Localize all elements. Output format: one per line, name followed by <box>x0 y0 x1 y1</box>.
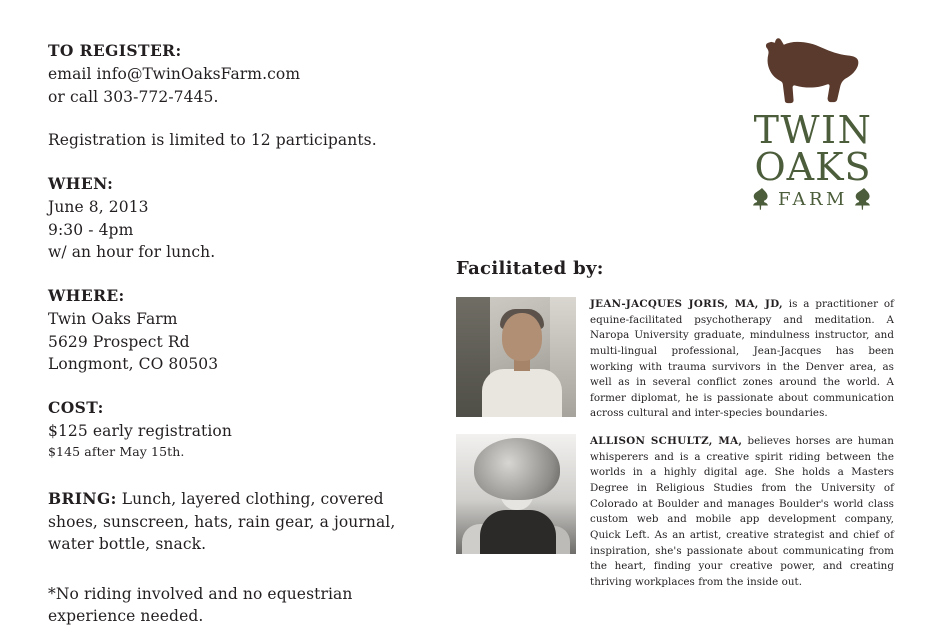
facilitator-name: JEAN-JACQUES JORIS, MA, JD, <box>590 298 783 310</box>
facilitator-bio <box>590 297 894 422</box>
cost-early: $125 early registration <box>48 422 232 441</box>
photo-allison-schultz <box>456 434 576 554</box>
when-time: 9:30 - 4pm <box>48 220 134 239</box>
bring-header: BRING: <box>48 489 117 509</box>
bring-block <box>48 488 438 555</box>
tree-icon <box>753 188 771 210</box>
when-date: June 8, 2013 <box>48 198 149 217</box>
facilitator-row <box>456 434 894 590</box>
facilitator-name: ALLISON SCHULTZ, MA, <box>590 435 743 448</box>
horse-silhouette-icon <box>738 36 888 106</box>
left-info-column <box>48 40 438 643</box>
facilitator-row <box>456 297 894 422</box>
logo-text-twin: TWIN <box>753 108 873 152</box>
twin-oaks-farm-logo <box>738 36 888 210</box>
where-venue: Twin Oaks Farm <box>48 310 178 329</box>
disclaimer-block <box>48 583 438 628</box>
facilitated-by-title: Facilitated by: <box>456 258 604 279</box>
bring-items: Lunch, layered clothing, covered shoes, sunscreen, hats, rain gear, a journal, water bottle, snack. <box>48 490 396 554</box>
facilitator-bio <box>590 434 894 590</box>
cost-block <box>48 397 438 462</box>
logo-text-farm: FARM <box>778 188 848 210</box>
bring-paragraph <box>48 488 438 555</box>
register-block <box>48 40 438 108</box>
disclaimer-text: *No riding involved and no equestrian experience needed. <box>48 584 353 626</box>
facilitators-column <box>456 258 894 603</box>
participant-limit-note: Registration is limited to 12 participants. <box>48 131 377 150</box>
facilitator-bio-text: believes horses are human whisperers and is a creative spirit riding between the worlds in a highly digital age. She holds a Masters Degree in Religious Studies from the University of Colorado at Boulder and manages Boulder's world class custom web and mobile app development company, Quick Left. As an artist, creative strategist and chief of inspiration, she's passionate about communicating from the heart, finding your creative power, and creating thriving workplaces from the inside out. <box>590 435 894 588</box>
cost-header: COST: <box>48 397 104 417</box>
where-street: 5629 Prospect Rd <box>48 332 190 351</box>
where-block <box>48 285 438 376</box>
tree-icon <box>855 188 873 210</box>
where-city: Longmont, CO 80503 <box>48 355 219 374</box>
photo-jean-jacques-joris <box>456 297 576 417</box>
register-phone-line: or call 303-772-7445. <box>48 87 219 106</box>
logo-farm-row <box>738 188 888 210</box>
when-block <box>48 173 438 264</box>
participant-limit-block <box>48 129 438 151</box>
logo-text-oaks: OAKS <box>754 145 872 190</box>
where-header: WHERE: <box>48 285 125 305</box>
facilitator-bio-text: is a practitioner of equine-facilitated psychotherapy and meditation. A Naropa University graduate, mindulness instructor, and multi-lingual professional, Jean-Jacques has been working with trauma survivors in the Denver area, as well as in several conflict zones around the world. A former diplomat, he is passionate about communication across cultural and inter-species boundaries. <box>590 298 895 420</box>
cost-late: $145 after May 15th. <box>48 443 185 459</box>
when-lunch-note: w/ an hour for lunch. <box>48 243 216 262</box>
register-email-line: email info@TwinOaksFarm.com <box>48 65 301 84</box>
when-header: WHEN: <box>48 173 114 193</box>
register-header: TO REGISTER: <box>48 41 182 60</box>
